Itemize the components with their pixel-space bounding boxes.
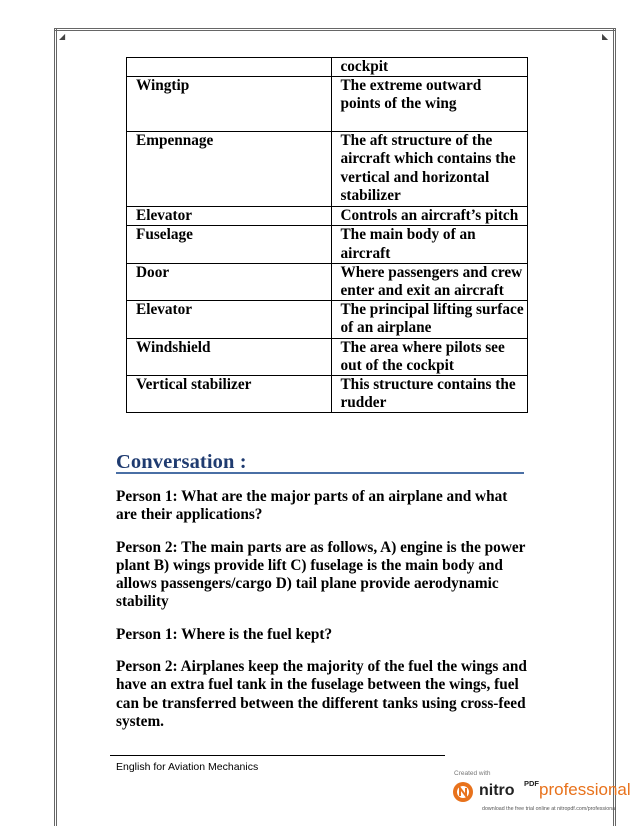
definition-cell: The aft structure of the aircraft which contains the vertical and horizontal stabilizer	[332, 132, 528, 207]
dialogue-line: Person 2: The main parts are as follows, A) engine is the power plant B) wings provide lift C) fuselage is the main body and allows passengers/cargo D) tail plane provide aerodynamic stability	[116, 538, 526, 611]
table-row	[127, 207, 528, 226]
corner-mark-left-icon: ◢	[59, 32, 66, 41]
table-row	[127, 376, 528, 413]
badge-download-note: download the free trial online at nitropdf.com/professional	[482, 806, 617, 812]
vocabulary-table	[126, 57, 528, 413]
table-row	[127, 338, 528, 375]
term-cell: Elevator	[127, 207, 332, 226]
definition-cell: The area where pilots see out of the cockpit	[332, 338, 528, 375]
table-row	[127, 263, 528, 300]
nitro-badge[interactable]	[452, 770, 636, 820]
section-heading: Conversation :	[116, 451, 247, 473]
table-row	[127, 132, 528, 207]
page-border-left	[54, 28, 57, 826]
definition-cell: The extreme outward points of the wing	[332, 77, 528, 132]
page-border-right	[613, 28, 616, 826]
definition-cell: cockpit	[332, 58, 528, 77]
term-cell: Elevator	[127, 301, 332, 338]
heading-underline	[116, 472, 524, 474]
page-border-top	[54, 28, 616, 31]
dialogue-line: Person 1: What are the major parts of an airplane and what are their applications?	[116, 488, 508, 524]
definition-cell: Controls an aircraft’s pitch	[332, 207, 528, 226]
dialogue-line: Person 2: Airplanes keep the majority of the fuel the wings and have an extra fuel tank in the fuselage between the wings, fuel can be transferred between the different tanks using cross-feed system.	[116, 658, 527, 730]
definition-cell: The principal lifting surface of an airplane	[332, 301, 528, 338]
term-cell: Empennage	[127, 132, 332, 207]
badge-professional: professional	[539, 780, 631, 799]
table-row	[127, 226, 528, 263]
table-row	[127, 77, 528, 132]
term-cell: Fuselage	[127, 226, 332, 263]
term-cell: Vertical stabilizer	[127, 376, 332, 413]
badge-pdf-mark: PDF	[524, 779, 539, 788]
term-cell: Windshield	[127, 338, 332, 375]
term-cell: Wingtip	[127, 77, 332, 132]
term-cell	[127, 58, 332, 77]
badge-brand: nitro	[479, 782, 515, 799]
table-row	[127, 58, 528, 77]
dialogue-line: Person 1: Where is the fuel kept?	[116, 625, 333, 643]
nitro-logo-icon	[452, 781, 474, 803]
footer-title: English for Aviation Mechanics	[116, 761, 259, 773]
definition-cell: This structure contains the rudder	[332, 376, 528, 413]
definition-cell: The main body of an aircraft	[332, 226, 528, 263]
definition-cell: Where passengers and crew enter and exit an aircraft	[332, 263, 528, 300]
badge-created-label: Created with	[454, 770, 491, 777]
corner-mark-right-icon: ◣	[602, 32, 609, 41]
table-row	[127, 301, 528, 338]
conversation-body	[116, 488, 528, 745]
footer-divider	[110, 755, 445, 756]
term-cell: Door	[127, 263, 332, 300]
